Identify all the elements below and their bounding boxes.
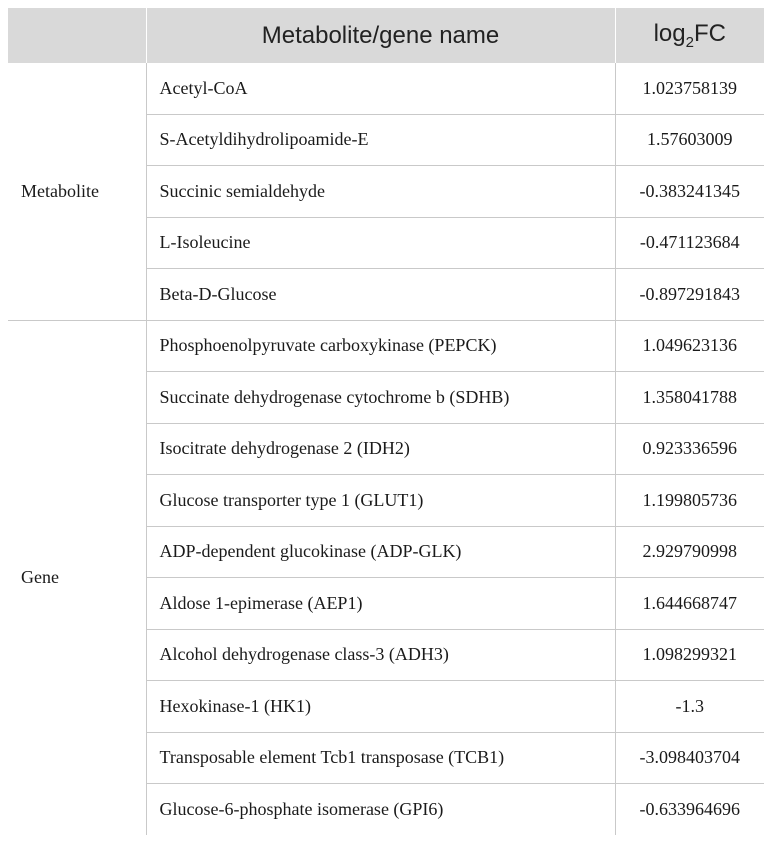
table-body	[8, 63, 764, 835]
header-fc-prefix: log	[653, 20, 686, 48]
row-name: Beta-D-Glucose	[146, 269, 615, 321]
header-fc-sub: 2	[685, 33, 694, 51]
row-value: 1.049623136	[615, 320, 764, 372]
row-value: -0.633964696	[615, 784, 764, 835]
row-name: Glucose transporter type 1 (GLUT1)	[146, 475, 615, 527]
row-name: L-Isoleucine	[146, 217, 615, 269]
group-label-metabolite: Metabolite	[8, 63, 146, 320]
row-value: 1.199805736	[615, 475, 764, 527]
data-table	[8, 8, 764, 835]
row-name: Acetyl-CoA	[146, 63, 615, 114]
row-value: 1.57603009	[615, 114, 764, 166]
row-value: -1.3	[615, 681, 764, 733]
row-value: 2.929790998	[615, 526, 764, 578]
header-fc	[615, 8, 764, 63]
row-name: Glucose-6-phosphate isomerase (GPI6)	[146, 784, 615, 835]
row-value: 1.358041788	[615, 372, 764, 424]
header-fc-suffix: FC	[693, 20, 726, 48]
row-name: Aldose 1-epimerase (AEP1)	[146, 578, 615, 630]
row-name: S-Acetyldihydrolipoamide-E	[146, 114, 615, 166]
row-value: -0.383241345	[615, 166, 764, 218]
row-name: Hexokinase-1 (HK1)	[146, 681, 615, 733]
header-row	[8, 8, 764, 63]
table-row	[8, 63, 764, 114]
header-name: Metabolite/gene name	[146, 8, 615, 63]
row-name: Alcohol dehydrogenase class-3 (ADH3)	[146, 629, 615, 681]
row-name: Succinate dehydrogenase cytochrome b (SDHB)	[146, 372, 615, 424]
header-group-cell	[8, 8, 146, 63]
row-name: Isocitrate dehydrogenase 2 (IDH2)	[146, 423, 615, 475]
row-name: Succinic semialdehyde	[146, 166, 615, 218]
row-value: -3.098403704	[615, 732, 764, 784]
row-value: 1.098299321	[615, 629, 764, 681]
group-label-gene: Gene	[21, 567, 59, 587]
row-value: 0.923336596	[615, 423, 764, 475]
row-name: Phosphoenolpyruvate carboxykinase (PEPCK)	[146, 320, 615, 372]
table-row	[8, 320, 764, 372]
row-value: -0.471123684	[615, 217, 764, 269]
row-value: -0.897291843	[615, 269, 764, 321]
row-value: 1.023758139	[615, 63, 764, 114]
row-value: 1.644668747	[615, 578, 764, 630]
table-header	[8, 8, 764, 63]
row-name: Transposable element Tcb1 transposase (TCB1)	[146, 732, 615, 784]
row-name: ADP-dependent glucokinase (ADP-GLK)	[146, 526, 615, 578]
